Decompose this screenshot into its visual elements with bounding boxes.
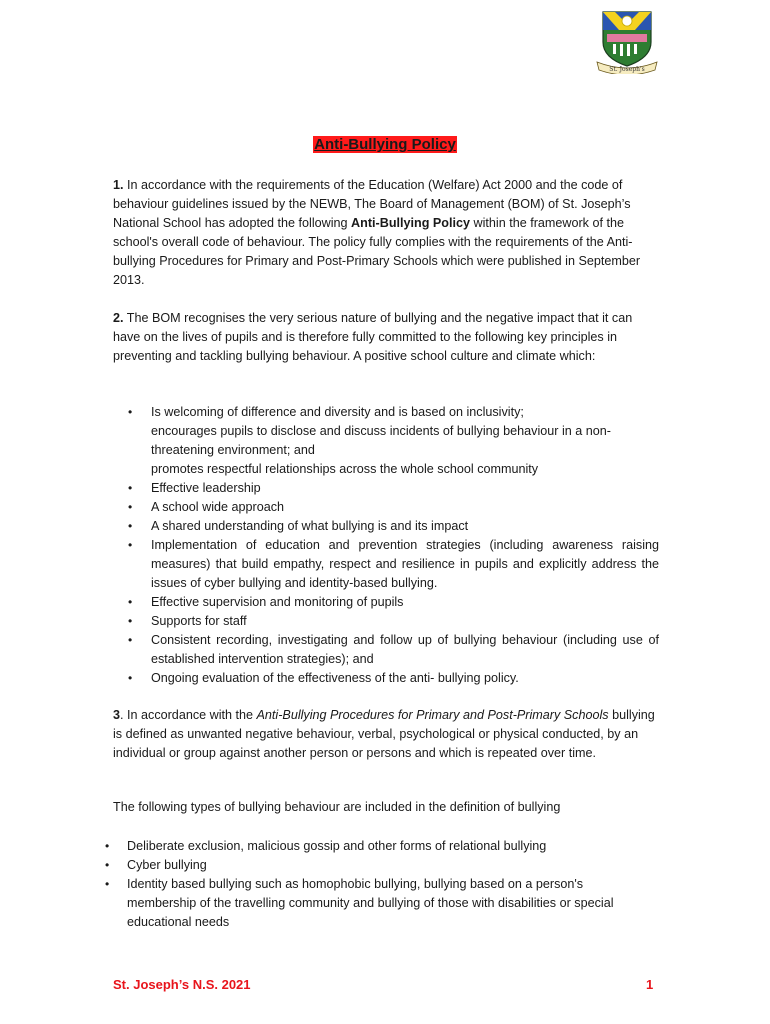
list-item xyxy=(128,612,659,631)
principle-text: A school wide approach xyxy=(151,500,285,514)
principle-text: Effective leadership xyxy=(151,481,261,495)
principle-text: Ongoing evaluation of the effectiveness of the anti- bullying policy. xyxy=(151,671,519,685)
section-3-text-a: . In accordance with the xyxy=(120,708,257,722)
type-text: Identity based bullying such as homophobic bullying, bullying based on a person's membership of the travelling community and bullying of those with disabilities or special educational needs xyxy=(127,877,614,929)
procedures-title-italic: Anti-Bullying Procedures for Primary and Post-Primary Schools xyxy=(256,708,609,722)
section-2-paragraph xyxy=(113,309,661,366)
section-3-text-b: bullying is defined as unwanted negative behaviour, verbal, psychological or physical conducted, by an individual or group against another person or persons and which is repeated over time. xyxy=(113,708,655,760)
list-item xyxy=(105,875,647,932)
principle-text: Consistent recording, investigating and follow up of bullying behaviour (including use of established intervention strategies); and xyxy=(151,633,659,666)
bullet-icon: • xyxy=(128,405,133,419)
section-1-text-b: within the framework of the school's overall code of behaviour. The policy fully complies with the requirements of the Anti-bullying Procedures for Primary and Post-Primary Schools which were published in September 2013. xyxy=(113,216,641,287)
section-3-number: 3 xyxy=(113,708,121,722)
bullet-icon: • xyxy=(128,595,133,609)
section-1-text-a: In accordance with the requirements of the Education (Welfare) Act 2000 and the code of behaviour guidelines issued by the NEWB, The Board of Management (BOM) of St. Joseph’s National School has adopted the following xyxy=(113,178,631,230)
school-crest-logo xyxy=(595,8,659,74)
principle-text: Implementation of education and prevention strategies (including awareness raising measures) that build empathy, respect and resilience in pupils and explicitly address the issues of cyber bullying and identity-based bullying. xyxy=(151,538,659,590)
bullet-icon: • xyxy=(128,671,133,685)
bullet-icon: • xyxy=(128,519,133,533)
section-1-paragraph xyxy=(113,176,661,290)
bullet-icon: • xyxy=(128,481,133,495)
list-item xyxy=(128,403,659,479)
list-item xyxy=(128,536,659,593)
bullet-icon: • xyxy=(105,877,110,891)
bullet-icon: • xyxy=(128,614,133,628)
bullet-icon: • xyxy=(105,858,110,872)
types-intro-paragraph: The following types of bullying behaviour are included in the definition of bullying xyxy=(113,800,561,814)
list-item xyxy=(105,856,647,875)
bullet-icon: • xyxy=(128,633,133,647)
list-item xyxy=(128,631,659,669)
section-3-paragraph xyxy=(113,706,661,763)
footer-page-number: 1 xyxy=(646,977,654,992)
principle-line: encourages pupils to disclose and discuss incidents of bullying behaviour in a non-threatening environment; and xyxy=(151,424,611,457)
section-1-number: 1. xyxy=(113,178,124,192)
footer-school-year: St. Joseph’s N.S. 2021 xyxy=(113,977,251,992)
list-item xyxy=(105,837,647,856)
section-2-number: 2. xyxy=(113,311,124,325)
crest-ribbon-text: St. Joseph's xyxy=(609,66,645,73)
page-title xyxy=(0,136,770,153)
list-item xyxy=(128,498,659,517)
list-item xyxy=(128,517,659,536)
bullet-icon: • xyxy=(128,538,133,552)
bullet-icon: • xyxy=(128,500,133,514)
policy-name-bold: Anti-Bullying Policy xyxy=(351,216,470,230)
section-2-text: The BOM recognises the very serious nature of bullying and the negative impact that it can have on the lives of pupils and is therefore fully committed to the following key principles in preventing and tackling bullying behaviour. A positive school culture and climate which: xyxy=(113,311,633,363)
principle-text: A shared understanding of what bullying is and its impact xyxy=(151,519,469,533)
principle-line: promotes respectful relationships across the whole school community xyxy=(151,462,539,476)
type-text: Cyber bullying xyxy=(127,858,207,872)
list-item xyxy=(128,593,659,612)
bullet-icon: • xyxy=(105,839,110,853)
principle-line: Is welcoming of difference and diversity and is based on inclusivity; xyxy=(151,405,524,419)
type-text: Deliberate exclusion, malicious gossip and other forms of relational bullying xyxy=(127,839,547,853)
principle-text: Supports for staff xyxy=(151,614,247,628)
principle-text: Effective supervision and monitoring of pupils xyxy=(151,595,404,609)
bullying-types-list xyxy=(105,837,647,932)
list-item xyxy=(128,669,659,688)
list-item xyxy=(128,479,659,498)
key-principles-list xyxy=(128,403,659,688)
page-title-text: Anti-Bullying Policy xyxy=(314,136,456,153)
